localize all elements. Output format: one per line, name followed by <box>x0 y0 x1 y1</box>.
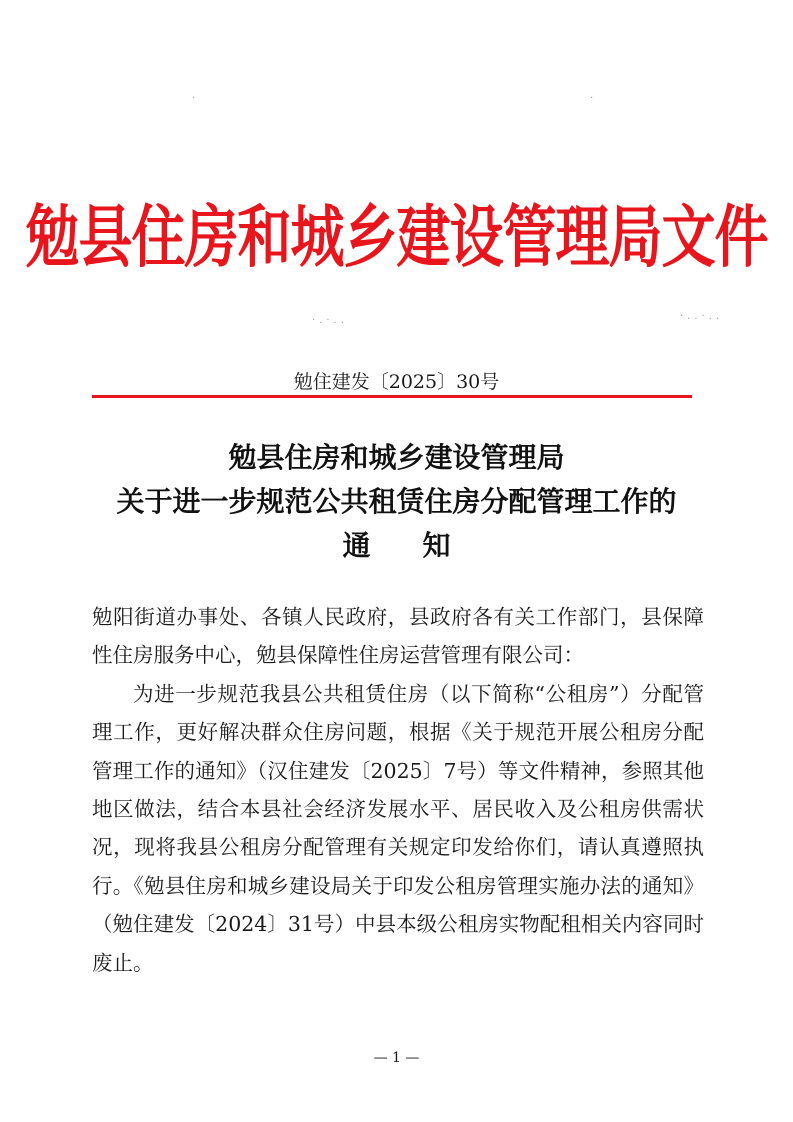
scan-speck: · <box>192 93 200 104</box>
scan-speck: ·.·.. <box>312 315 348 326</box>
recipients-paragraph: 勉阳街道办事处、各镇人民政府，县政府各有关工作部门，县保障性住房服务中心，勉县保障性住房运营管理有限公司： <box>92 605 704 668</box>
issuing-authority-header: 勉县住房和城乡建设管理局文件 <box>25 198 768 277</box>
notice-title-line-2: 关于进一步规范公共租赁住房分配管理工作的 <box>116 485 677 518</box>
notice-body <box>92 598 704 982</box>
notice-title <box>0 436 793 568</box>
red-divider-line <box>92 395 692 398</box>
page-number: — 1 — <box>373 1050 420 1066</box>
scan-speck: · <box>590 93 598 104</box>
scan-speck: ·..·.. <box>680 311 724 322</box>
notice-title-line-3: 通知 <box>342 529 503 562</box>
document-number: 勉住建发〔2025〕30号 <box>293 371 500 393</box>
notice-title-line-1: 勉县住房和城乡建设管理局 <box>228 441 565 474</box>
body-paragraph: 为进一步规范我县公共租赁住房（以下简称“公租房”）分配管理工作，更好解决群众住房问题，根据《关于规范开展公租房分配管理工作的通知》（汉住建发〔2025〕7号）等文件精神，参照其他地区做法，结合本县社会经济发展水平、居民收入及公租房供需状况，现将我县公租房分配管理有关规定印发给你们，请认真遵照执行。《勉县住房和城乡建设局关于印发公租房管理实施办法的通知》（勉住建发〔2024〕31号）中县本级公租房实物配租相关内容同时废止。 <box>92 681 704 975</box>
